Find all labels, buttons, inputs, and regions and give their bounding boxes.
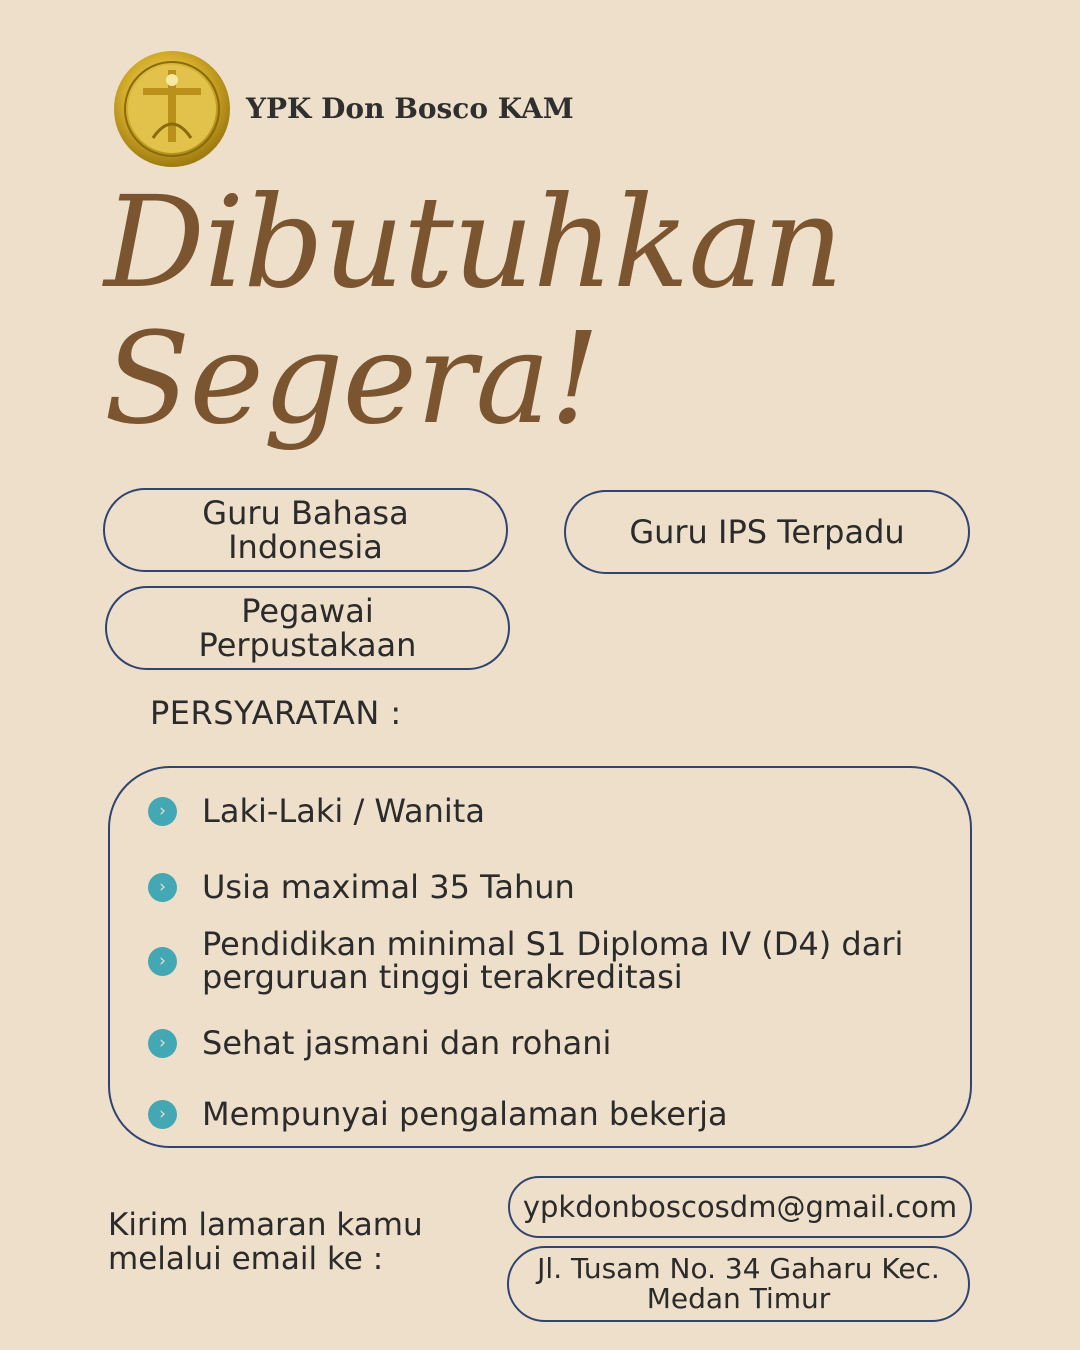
position-line: Guru IPS Terpadu <box>629 513 905 551</box>
position-line: Pegawai <box>241 592 374 630</box>
email-text: ypkdonboscosdm@gmail.com <box>522 1190 958 1224</box>
school-address <box>507 1246 970 1322</box>
requirement-text: Sehat jasmani dan rohani <box>202 1024 612 1062</box>
chevron-right-circle-icon: › <box>148 1100 177 1129</box>
chevron-right-circle-icon: › <box>148 873 177 902</box>
email-address[interactable] <box>508 1176 972 1238</box>
requirement-text: Laki-Laki / Wanita <box>202 792 485 830</box>
send-application-text <box>108 1208 423 1276</box>
chevron-right-circle-icon: › <box>148 797 177 826</box>
headline-line-1: Dibutuhkan <box>104 169 843 316</box>
chevron-right-circle-icon: › <box>148 947 177 976</box>
position-guru-ips-terpadu <box>564 490 970 574</box>
headline-line-2: Segera! <box>104 305 600 452</box>
position-guru-bahasa-indonesia <box>103 488 508 572</box>
ypk-don-bosco-seal-icon <box>113 50 231 168</box>
position-line: Indonesia <box>228 528 383 566</box>
requirement-text: Mempunyai pengalaman bekerja <box>202 1095 728 1133</box>
address-line: Jl. Tusam No. 34 Gaharu Kec. <box>537 1252 940 1285</box>
org-name: YPK Don Bosco KAM <box>246 92 574 125</box>
requirement-item <box>148 792 485 830</box>
position-pegawai-perpustakaan <box>105 586 510 670</box>
requirement-text: perguruan tinggi terakreditasi <box>202 958 683 996</box>
requirement-item <box>148 925 904 996</box>
position-line: Perpustakaan <box>198 626 417 664</box>
chevron-right-circle-icon: › <box>148 1029 177 1058</box>
address-line: Medan Timur <box>646 1282 831 1315</box>
requirement-item <box>148 1095 728 1133</box>
requirement-item <box>148 1024 612 1062</box>
send-text-line: Kirim lamaran kamu <box>108 1207 423 1243</box>
position-line: Guru Bahasa <box>202 494 409 532</box>
requirements-title: PERSYARATAN : <box>150 694 402 732</box>
requirement-item <box>148 868 575 906</box>
requirement-text: Usia maximal 35 Tahun <box>202 868 575 906</box>
requirement-text: Pendidikan minimal S1 Diploma IV (D4) dari <box>202 925 904 963</box>
send-text-line: melalui email ke : <box>108 1241 384 1277</box>
